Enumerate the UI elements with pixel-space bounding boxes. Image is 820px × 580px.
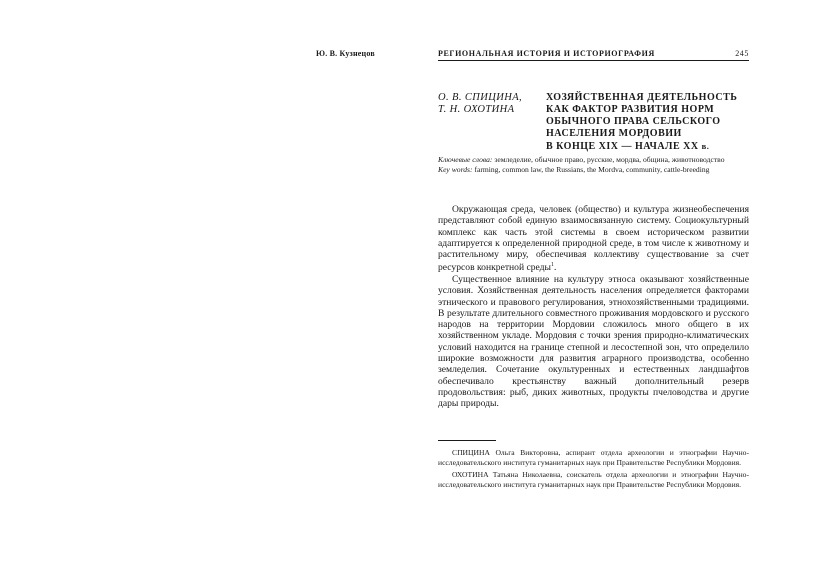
title-line-5-text: В КОНЦЕ XIX — НАЧАЛЕ XX: [546, 141, 699, 152]
keywords-ru-text: земледелие, обычное право, русские, мордва, община, животноводство: [494, 155, 725, 164]
title-line-4: НАСЕЛЕНИЯ МОРДОВИИ: [546, 128, 682, 139]
keywords-en: [438, 165, 749, 175]
paragraph-2: Существенное влияние на культуру этноса оказывают хозяйственные условия. Хозяйственная деятельность населения определяется факторами этнического и правового регулирования, этнохозяйственными традициями. В результате длительного совместного проживания мордовского и русского народов на территории Мордовии сложилось много общего в их хозяйственном укладе. Мордовия с точки зрения природно-климатических условий находится на границе степной и лесостепной зон, что определило широкие возможности для развития аграрного производства, особенно земледелия. Сочетание окультуренных и естественных ландшафтов обеспечивало крестьянству важный дополнительный резерв продовольствия: рыб, диких животных, продукты пчеловодства и другие дары природы.: [438, 273, 749, 410]
title-line-1: ХОЗЯЙСТВЕННАЯ ДЕЯТЕЛЬНОСТЬ: [546, 92, 738, 103]
header-rule: [438, 60, 749, 61]
footnote-mark: 1: [551, 262, 554, 269]
keywords-ru: [438, 155, 749, 165]
footnote-2: ОХОТИНА Татьяна Николаевна, соискатель отдела археологии и этнографии Научно-исследовательского института гуманитарных наук при Правительстве Республики Мордовия.: [438, 470, 749, 489]
title-line-5-tail: в.: [701, 141, 710, 151]
article-body: [438, 204, 749, 410]
paragraph-1: [438, 204, 749, 274]
section-title: РЕГИОНАЛЬНАЯ ИСТОРИЯ И ИСТОРИОГРАФИЯ: [438, 49, 655, 58]
running-head-author: Ю. В. Кузнецов: [316, 49, 375, 58]
article-title: [546, 92, 752, 153]
footnote-1: СПИЦИНА Ольга Викторовна, аспирант отдела археологии и этнографии Научно-исследовательского института гуманитарных наук при Правительстве Республики Мордовия.: [438, 448, 749, 467]
keywords-en-text: farming, common law, the Russians, the Mordva, community, cattle-breeding: [474, 164, 710, 174]
title-line-3: ОБЫЧНОГО ПРАВА СЕЛЬСКОГО: [546, 116, 721, 127]
title-line-2: КАК ФАКТОР РАЗВИТИЯ НОРМ: [546, 104, 715, 115]
title-line-5: [546, 140, 752, 153]
page-number: 245: [735, 49, 749, 58]
footnotes: [438, 448, 749, 492]
article-authors: [438, 92, 546, 116]
footnote-rule: [438, 440, 496, 441]
author-2: Т. Н. ОХОТИНА: [438, 104, 515, 115]
author-1: О. В. СПИЦИНА,: [438, 92, 523, 103]
paragraph-1-end: .: [554, 262, 557, 274]
paragraph-1-text: Окружающая среда, человек (общество) и культура жизнеобеспечения представляют собой единую взаимосвязанную систему. Социокультурный комплекс как часть этой системы в своем историческом развитии адаптируется к определенной природной среде, в том числе к животному и растительному миру, обеспечивая коллективу существование за счет ресурсов конкретной среды: [438, 204, 749, 274]
keywords-label-en: Key words:: [438, 164, 473, 174]
keywords-block: [438, 155, 749, 174]
running-head-section: [438, 49, 749, 58]
keywords-label-ru: Ключевые слова:: [438, 155, 493, 164]
